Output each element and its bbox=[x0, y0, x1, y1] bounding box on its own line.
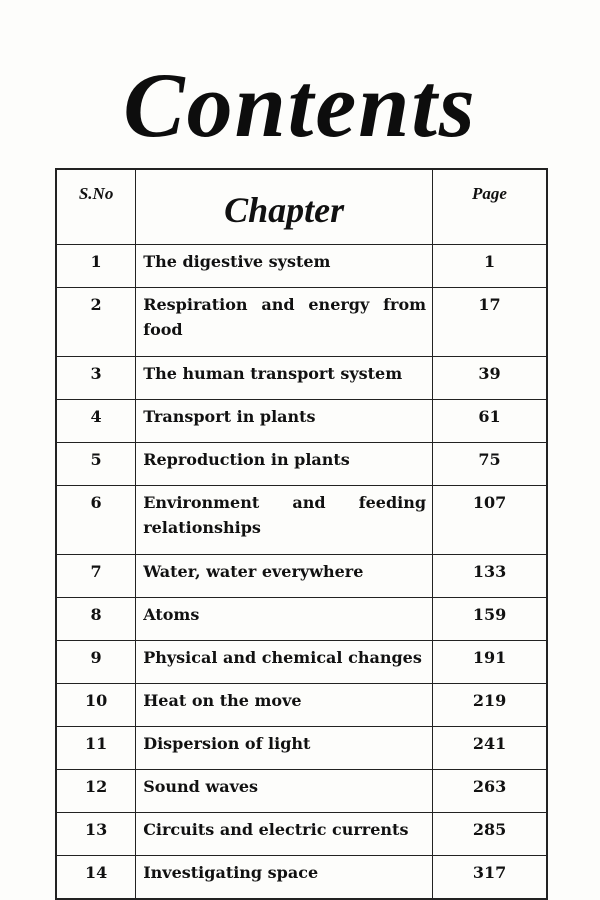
table-row bbox=[56, 598, 547, 641]
header-sno: S.No bbox=[56, 169, 136, 245]
table-row bbox=[56, 400, 547, 443]
chapter-title: Dispersion of light bbox=[136, 727, 433, 770]
page-number: 191 bbox=[433, 641, 547, 684]
chapter-number: 11 bbox=[56, 727, 136, 770]
header-page: Page bbox=[433, 169, 547, 245]
chapter-number: 6 bbox=[56, 486, 136, 555]
table-header-row bbox=[56, 169, 547, 245]
chapter-number: 4 bbox=[56, 400, 136, 443]
table-row bbox=[56, 727, 547, 770]
page-number: 133 bbox=[433, 555, 547, 598]
table-row bbox=[56, 288, 547, 357]
table-row bbox=[56, 684, 547, 727]
page-number: 285 bbox=[433, 813, 547, 856]
chapter-title: Transport in plants bbox=[136, 400, 433, 443]
page-number: 61 bbox=[433, 400, 547, 443]
chapter-number: 8 bbox=[56, 598, 136, 641]
page-number: 1 bbox=[433, 245, 547, 288]
table-row bbox=[56, 770, 547, 813]
table-row bbox=[56, 555, 547, 598]
chapter-number: 3 bbox=[56, 357, 136, 400]
chapter-title: Investigating space bbox=[136, 856, 433, 900]
chapter-title: The digestive system bbox=[136, 245, 433, 288]
chapter-number: 5 bbox=[56, 443, 136, 486]
page-number: 219 bbox=[433, 684, 547, 727]
page-title: Contents bbox=[123, 54, 477, 156]
table-row bbox=[56, 486, 547, 555]
chapter-number: 1 bbox=[56, 245, 136, 288]
page-number: 263 bbox=[433, 770, 547, 813]
header-chapter: Chapter bbox=[136, 169, 433, 245]
table-row bbox=[56, 813, 547, 856]
chapter-title: Sound waves bbox=[136, 770, 433, 813]
chapter-title: Water, water everywhere bbox=[136, 555, 433, 598]
chapter-number: 14 bbox=[56, 856, 136, 900]
chapter-title: Environment and feeding relationships bbox=[136, 486, 433, 555]
table-row bbox=[56, 856, 547, 900]
chapter-title: Physical and chemical changes bbox=[136, 641, 433, 684]
chapter-title: Atoms bbox=[136, 598, 433, 641]
chapter-number: 13 bbox=[56, 813, 136, 856]
table-row bbox=[56, 641, 547, 684]
contents-table bbox=[55, 168, 548, 900]
table-row bbox=[56, 357, 547, 400]
chapter-number: 12 bbox=[56, 770, 136, 813]
page-number: 317 bbox=[433, 856, 547, 900]
chapter-title: Reproduction in plants bbox=[136, 443, 433, 486]
page-number: 107 bbox=[433, 486, 547, 555]
table-row bbox=[56, 443, 547, 486]
page-number: 159 bbox=[433, 598, 547, 641]
page-number: 241 bbox=[433, 727, 547, 770]
chapter-number: 10 bbox=[56, 684, 136, 727]
chapter-title: The human transport system bbox=[136, 357, 433, 400]
chapter-title: Circuits and electric currents bbox=[136, 813, 433, 856]
chapter-title: Heat on the move bbox=[136, 684, 433, 727]
chapter-title: Respiration and energy from food bbox=[136, 288, 433, 357]
table-row bbox=[56, 245, 547, 288]
page-number: 39 bbox=[433, 357, 547, 400]
chapter-number: 7 bbox=[56, 555, 136, 598]
chapter-number: 9 bbox=[56, 641, 136, 684]
chapter-number: 2 bbox=[56, 288, 136, 357]
page-number: 17 bbox=[433, 288, 547, 357]
page-number: 75 bbox=[433, 443, 547, 486]
